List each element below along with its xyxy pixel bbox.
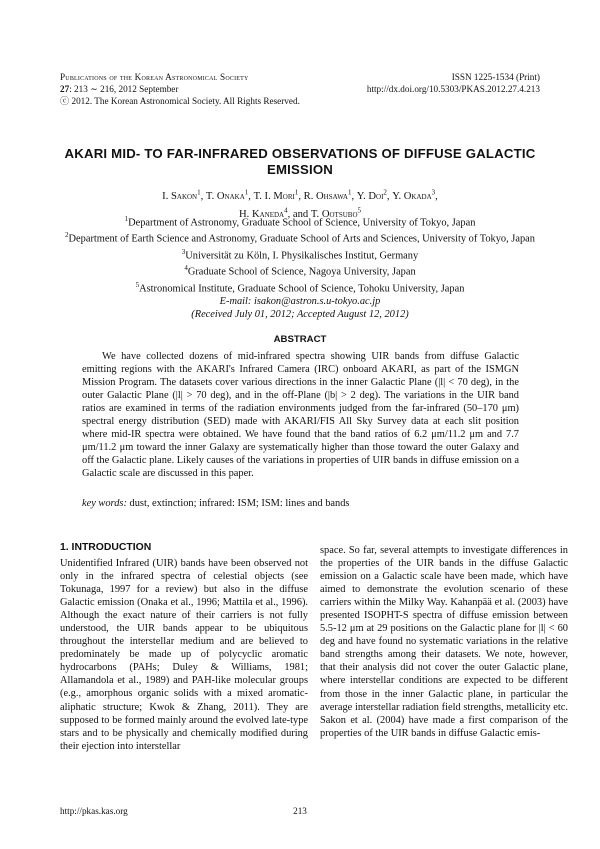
abstract-heading: ABSTRACT: [273, 334, 327, 345]
intro-column-right: space. So far, several attempts to investigate differences in the properties of the UIR bands in the diffuse Galactic emission on a Galactic scale have been made, which have aimed to demonstrate the evolution scenario of these carriers within the Milky Way. Kahanpää et al. (2003) have presented ISOPHT-S spectra of diffuse emission between 5.5-12 μm at 29 positions on the Galactic plane for |l| < 60 deg and have found no systematic variations in the relative band strengths among their datasets. We note, however, that their analysis did not cover the outer Galactic plane, where interstellar conditions are expected to be different from those in the inner Galactic plane, in particular the average interstellar radiation field strengths, metallicity etc. Sakon et al. (2004) have made a first comparison of the properties of the UIR bands in diffuse Galactic emis-: [320, 545, 568, 739]
title-line-1: AKARI MID- TO FAR-INFRARED OBSERVATIONS OF DIFFUSE GALACTIC: [64, 146, 536, 161]
title-line-2: EMISSION: [266, 161, 334, 177]
author: T. Ootsubo$^5$: [310, 206, 361, 221]
author: Y. Okada$^3$,: [392, 188, 438, 202]
author: I. Sakon$^1$,: [162, 188, 206, 202]
affiliation-line: $^2$Department of Earth Science and Astronomy, Graduate School of Arts and Sciences, University of Tokyo, Japan: [65, 231, 535, 245]
affiliation-line: $^3$Universität zu Köln, I. Physikalisches Institut, Germany: [181, 247, 419, 262]
issn-doi-block: [367, 71, 540, 95]
affiliations: [40, 213, 560, 321]
author: R. Ohsawa$^1$,: [303, 188, 357, 202]
keywords-line: [82, 498, 519, 509]
journal-header: [60, 71, 300, 107]
author-email[interactable]: isakon@astron.s.u-tokyo.ac.jp: [254, 296, 381, 308]
journal-name: Publications of the Korean Astronomical Society: [60, 72, 249, 82]
page-number: 213: [293, 806, 307, 816]
keywords: dust, extinction; infrared: ISM; ISM: lines and bands: [129, 498, 350, 509]
intro-column-left: Unidentified Infrared (UIR) bands have been observed not only in the infrared spectra of celestial objects (see Tokunaga, 1997 for a review) but also in the diffuse Galactic emission (Onaka et al., 1996; Mattila et al., 1996). Although the exact nature of their carriers is not fully understood, the UIR bands appear to be ubiquitous throughout the interstellar medium and are believed to predominately be made up of polycyclic aromatic hydrocarbons (PAHs; Duley & Williams, 1981; Allamandola et al., 1989) and PAH-like molecular groups (e.g., amorphous organic solids with a mixed aromatic-aliphatic structure; Kwok & Zhang, 2011). They are supposed to be formed mainly around the evolved late-type stars and to be physically and chemically modified during their ejection into interstellar: [60, 558, 308, 752]
author: H. Kaneda$^4$, and: [239, 206, 311, 221]
issn: ISSN 1225-1534 (Print): [451, 72, 540, 82]
email-line: E-mail: isakon@astron.s.u-tokyo.ac.jp: [219, 296, 381, 308]
affiliation-line: $^5$Astronomical Institute, Graduate School of Science, Tohoku University, Japan: [135, 280, 465, 295]
section-heading-introduction: 1. INTRODUCTION: [60, 542, 152, 553]
journal-volume: 27: 213 ∼ 216, 2012 September: [60, 84, 179, 94]
keywords-label: key words:: [82, 498, 127, 509]
paper-title: [60, 146, 540, 177]
affiliation-line: $^4$Graduate School of Science, Nagoya University, Japan: [184, 264, 416, 278]
received-dates: (Received July 01, 2012; Accepted August 12, 2012): [191, 309, 409, 321]
author: Y. Doi$^2$,: [356, 188, 393, 202]
author: T. Onaka$^1$,: [205, 188, 254, 202]
footer-url[interactable]: http://pkas.kas.org: [60, 806, 128, 816]
copyright-line: ⓒ 2012. The Korean Astronomical Society. All Rights Reserved.: [60, 96, 300, 106]
doi-link[interactable]: http://dx.doi.org/10.5303/PKAS.2012.27.4.213: [366, 84, 540, 94]
affiliation-line: $^1$Department of Astronomy, Graduate School of Science, University of Tokyo, Japan: [124, 215, 476, 229]
author: T. I. Mori$^1$,: [253, 188, 304, 202]
abstract-text: We have collected dozens of mid-infrared spectra showing UIR bands from diffuse Galactic emitting regions with the AKARI's Infrared Camera (IRC) onboard AKARI, as part of the ISMGN Mission Program. The datasets cover various directions in the inner Galactic Plane (|l| < 70 deg), in the outer Galactic Plane (|l| > 70 deg), and in the off-Plane (|b| > 2 deg). The variations in the UIR band ratios are examined in terms of the radiation environments judged from the far-infrared (50–170 μm) spectral energy distribution (SED) made with AKARI/FIS All Sky Survey data at each slit position where mid-IR spectra were obtained. We have found that the band ratios of 6.2 μm/11.2 μm and 7.7 μm/11.2 μm toward the inner Galaxy are systematically higher than those toward the outer Galaxy and off the Galactic plane. Likely causes of the variations in properties of UIR bands in diffuse emission on a Galactic scale are discussed in this paper.: [82, 351, 519, 480]
